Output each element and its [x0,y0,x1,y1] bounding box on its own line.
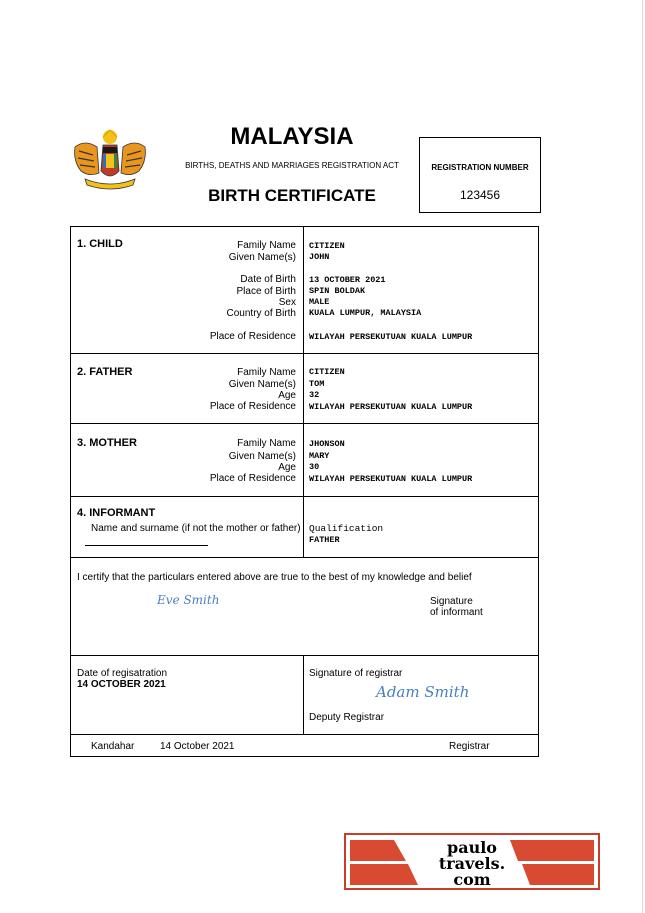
registration-date: 14 OCTOBER 2021 [77,679,166,690]
father-family-name: CITIZEN [309,367,345,377]
country-title: MALAYSIA [230,123,354,150]
mother-given-names: MARY [309,451,330,461]
child-dob-label: Date of Birth [240,274,296,285]
child-sex-label: Sex [278,297,296,308]
informant-name-line [85,545,208,546]
divider [71,557,538,558]
child-cob: KUALA LUMPUR, MALAYSIA [309,308,422,318]
father-given-names: TOM [309,379,325,389]
informant-signature: Eve Smith [157,593,220,607]
divider [71,655,538,656]
signature-label-line2: of informant [430,607,483,618]
mother-given-names-label: Given Name(s) [228,451,296,462]
divider [71,423,538,424]
mother-age-label: Age [278,462,296,473]
child-pob: SPIN BOLDAK [309,286,366,296]
father-residence-label: Place of Residence [209,401,296,412]
section-child-heading: 1. CHILD [77,238,123,250]
logo-line2: travels. [438,854,506,873]
registration-label: REGISTRATION NUMBER [431,163,529,172]
divider [71,496,538,497]
divider [71,734,538,735]
certification-statement: I certify that the particulars entered above are true to the best of my knowledge and belief [77,572,472,583]
registration-number: 123456 [459,188,501,202]
section-mother-heading: 3. MOTHER [77,437,137,449]
registration-date-label: Date of regisatration [77,668,168,679]
mother-residence-label: Place of Residence [209,473,296,484]
registrar-signature: Adam Smith [376,683,470,701]
act-subtitle: BIRTHS, DEATHS AND MARRIAGES REGISTRATION ACT [185,161,399,170]
footer-date: 14 October 2021 [160,741,235,752]
child-family-name: CITIZEN [309,241,345,251]
child-family-name-label: Family Name [237,240,296,251]
mother-family-name-label: Family Name [237,438,296,449]
section-father-heading: 2. FATHER [77,366,133,378]
father-family-name-label: Family Name [237,367,296,378]
footer-place: Kandahar [91,741,135,752]
mother-residence: WILAYAH PERSEKUTUAN KUALA LUMPUR [309,474,473,484]
footer-registrar: Registrar [449,741,490,752]
qualification-value: FATHER [309,535,340,545]
informant-name-label: Name and surname (if not the mother or father) [91,523,301,534]
child-residence: WILAYAH PERSEKUTUAN KUALA LUMPUR [309,332,473,342]
coat-of-arms-icon [67,127,153,193]
section-informant-heading: 4. INFORMANT [77,507,156,519]
child-cob-label: Country of Birth [226,308,296,319]
child-dob: 13 OCTOBER 2021 [309,275,386,285]
father-age: 32 [309,390,320,400]
mother-family-name: JHONSON [309,439,345,449]
certificate-table [70,226,539,757]
child-residence-label: Place of Residence [209,331,296,342]
father-given-names-label: Given Name(s) [228,379,296,390]
child-given-names: JOHN [309,252,330,262]
divider [71,353,538,354]
logo-line1: paulo [447,838,497,857]
page-edge [642,0,643,913]
document-title: BIRTH CERTIFICATE [208,186,376,205]
child-given-names-label: Given Name(s) [228,252,296,263]
father-residence: WILAYAH PERSEKUTUAN KUALA LUMPUR [309,402,473,412]
deputy-registrar-label: Deputy Registrar [309,712,385,723]
child-pob-label: Place of Birth [236,286,296,297]
qualification-label: Qualification [309,523,384,534]
column-divider [303,655,304,734]
child-sex: MALE [309,297,330,307]
column-divider [303,227,304,557]
registration-box [419,137,541,213]
registrar-signature-label: Signature of registrar [309,668,403,679]
watermark-logo [344,833,600,890]
mother-age: 30 [309,462,320,472]
signature-label-line1: Signature [430,596,473,607]
logo-line3: com [453,870,491,889]
father-age-label: Age [278,390,296,401]
